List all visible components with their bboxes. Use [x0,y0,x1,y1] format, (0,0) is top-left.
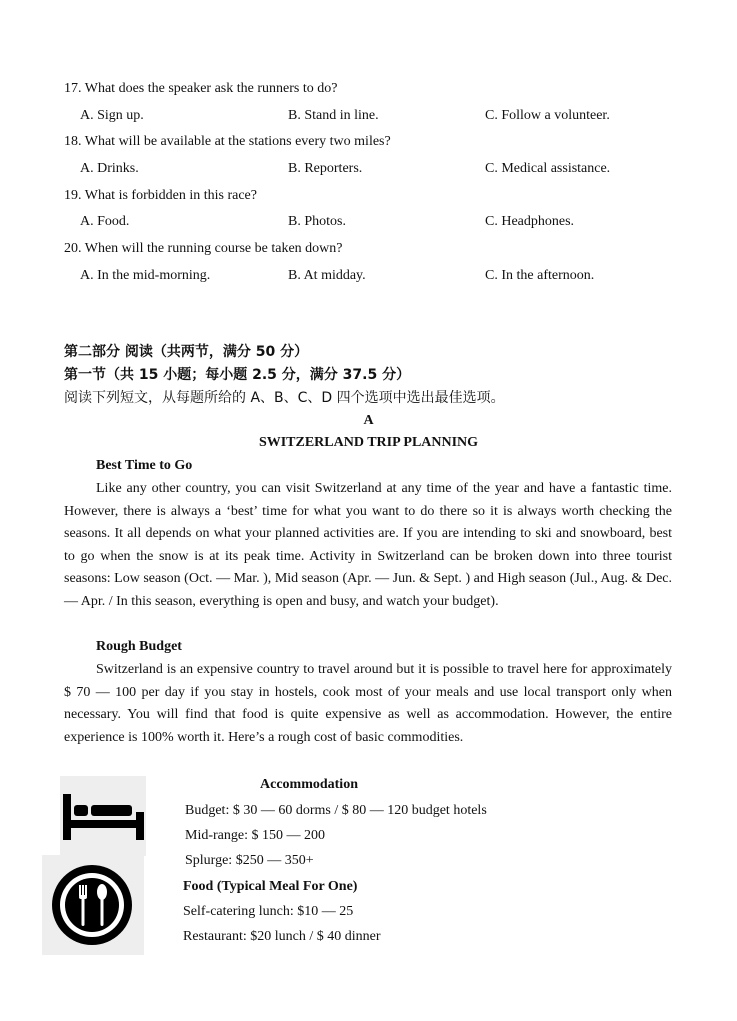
passage-title: SWITZERLAND TRIP PLANNING [258,435,479,450]
heading-rough-budget: Rough Budget [96,639,182,654]
question-18-stem: 18. What will be available at the stations every two miles? [64,134,391,149]
question-20-stem: 20. When will the running course be taken down? [64,241,343,256]
question-17-option-a: A. Sign up. [80,108,144,123]
food-self-catering: Self-catering lunch: $10 — 25 [183,904,354,919]
accommodation-budget: Budget: $ 30 — 60 dorms / $ 80 — 120 budget hotels [185,803,487,818]
passage-letter: A [363,413,374,428]
question-19-option-c: C. Headphones. [485,214,575,229]
accommodation-midrange: Mid-range: $ 150 — 200 [185,828,325,843]
question-19-option-a: A. Food. [80,214,130,229]
accommodation-heading: Accommodation [260,777,358,792]
part-two-title: 第二部分 阅读（共两节，满分 50 分） [64,344,309,360]
plate-cutlery-icon [42,855,144,955]
section-one-title: 第一节（共 15 小题；每小题 2.5 分，满分 37.5 分） [64,367,411,383]
question-19-option-b: B. Photos. [288,214,346,229]
question-20-option-b: B. At midday. [288,268,366,283]
question-17-option-b: B. Stand in line. [288,108,379,123]
accommodation-splurge: Splurge: $250 — 350+ [185,853,314,868]
section-instruction: 阅读下列短文，从每题所给的 A、B、C、D 四个选项中选出最佳选项。 [64,390,505,406]
food-restaurant: Restaurant: $20 lunch / $ 40 dinner [183,929,381,944]
question-18-option-b: B. Reporters. [288,161,363,176]
question-18-option-c: C. Medical assistance. [485,161,611,176]
question-20-option-c: C. In the afternoon. [485,268,595,283]
food-heading: Food (Typical Meal For One) [183,879,358,894]
question-18-option-a: A. Drinks. [80,161,139,176]
heading-best-time: Best Time to Go [96,458,193,473]
question-17-option-c: C. Follow a volunteer. [485,108,610,123]
paragraph-rough-budget: Switzerland is an expensive country to travel around but it is possible to travel here for approximately $ 70 — 100 per day if you stay in hostels, cook most of your meals and use local transport only when necessary. You will find that food is quite expensive as well as accommodation. However, the entire experience is 100% worth it. Here’s a rough cost of basic commodities. [64,662,672,745]
bed-icon [60,776,146,856]
question-20-option-a: A. In the mid-morning. [80,268,211,283]
question-19-stem: 19. What is forbidden in this race? [64,188,257,203]
paragraph-best-time: Like any other country, you can visit Switzerland at any time of the year and have a fantastic time. However, there is always a ‘best’ time for what you want to do there so it is always worth checking the seasons. It all depends on what your planned activities are. If you are intending to ski and snowboard, best to go when the snow is at its peak time. Activity in Switzerland can be broken down into three tourist seasons: Low season (Oct. — Mar. ), Mid season (Apr. — Jun. & Sept. ) and High season (Jul., Aug. & Dec. — Apr. / In this season, everything is open and busy, and watch your budget). [64,481,672,609]
question-17-stem: 17. What does the speaker ask the runners to do? [64,81,338,96]
